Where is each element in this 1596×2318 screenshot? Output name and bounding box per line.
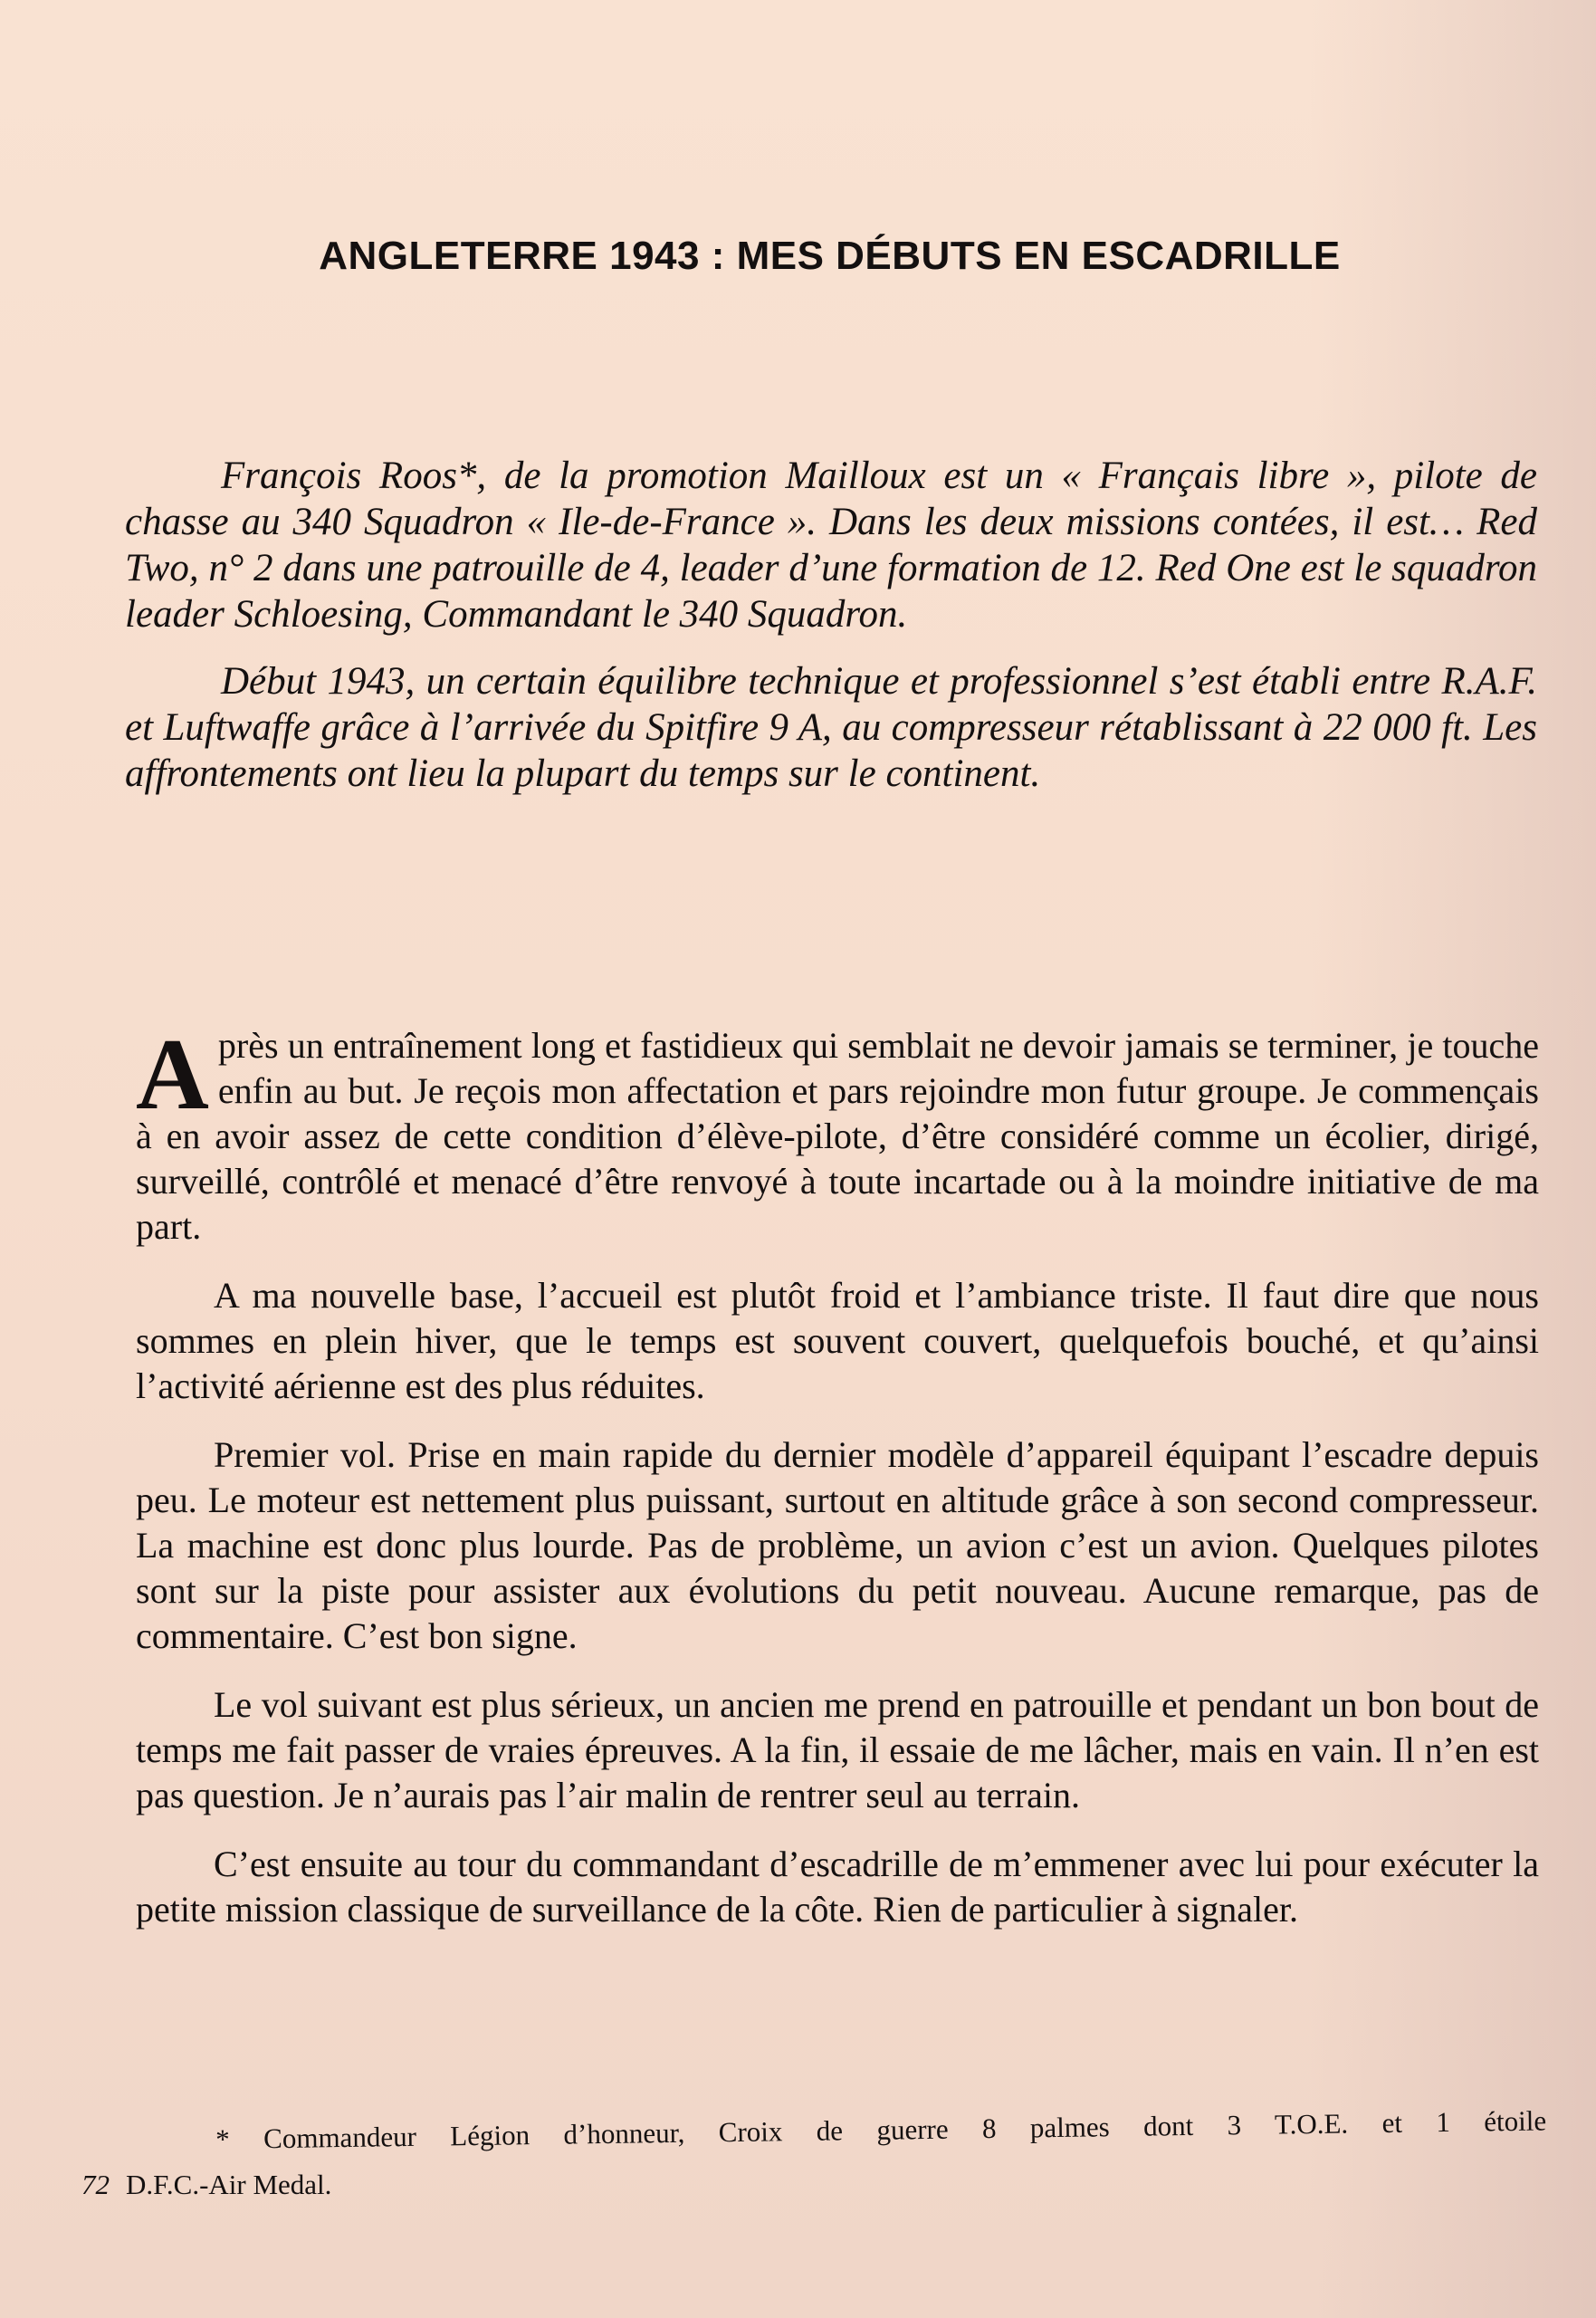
body-paragraph: C’est ensuite au tour du commandant d’escadrille de m’emmener avec lui pour exécuter la petite mission classique de surveillance de la côte. Rien de particulier à signaler. [136,1844,1539,1930]
body-paragraph-text: près un entraînement long et fastidieux qui semblait ne devoir jamais se terminer, je touche enfin au but. Je reçois mon affectation et pars rejoindre mon futur groupe. Je commençais à en avoir assez de cette condition d’élève-pilote, d’être considéré comme un écolier, dirigé, surveillé, contrôlé et menacé d’être renvoyé à toute incartade ou à la moindre initiative de ma part. [136,1025,1539,1247]
chapter-body [136,1019,1539,1956]
page-number: 72 [81,2169,110,2200]
intro-paragraph: François Roos*, de la promotion Mailloux est un « Français libre », pilote de chasse au 340 Squadron « Ile-de-France ». Dans les deux missions contées, il est… Red Two, n° 2 dans une patrouille de 4, leader d’une formation de 12. Red One est le squadron leader Schloesing, Commandant le 340 Squadron. [125,455,1537,636]
chapter-title: ANGLETERRE 1943 : MES DÉBUTS EN ESCADRILLE [319,234,1341,278]
body-paragraph: A ma nouvelle base, l’accueil est plutôt froid et l’ambiance triste. Il faut dire que nous sommes en plein hiver, que le temps est souvent couvert, quelquefois bouché, et qu’ainsi l’activité aérienne est des plus réduites. [136,1275,1539,1406]
footnote-continuation: D.F.C.-Air Medal. [126,2169,332,2200]
body-paragraph: Premier vol. Prise en main rapide du dernier modèle d’appareil équipant l’escadre depuis peu. Le moteur est nettement plus puissant, surtout en altitude grâce à son second compresseur. La machine est donc plus lourde. Pas de problème, un avion c’est un avion. Quelques pilotes sont sur la piste pour assister aux évolutions du petit nouveau. Aucune remarque, pas de commentaire. C’est bon signe. [136,1434,1539,1656]
footnote: * Commandeur Légion d’honneur, Croix de guerre 8 palmes dont 3 T.O.E. et 1 étoile [215,2104,1547,2155]
drop-cap: A [136,1019,209,1131]
chapter-intro [125,453,1537,818]
intro-paragraph: Début 1943, un certain équilibre technique et professionnel s’est établi entre R.A.F. et Luftwaffe grâce à l’arrivée du Spitfire 9 A, au compresseur rétablissant à 22 000 ft. Les affrontements ont lieu la plupart du temps sur le continent. [125,660,1537,795]
body-paragraph: Le vol suivant est plus sérieux, un ancien me prend en patrouille et pendant un bon bout de temps me fait passer de vraies épreuves. A la fin, il essaie de me lâcher, mais en vain. Il n’en est pas question. Je n’aurais pas l’air malin de rentrer seul au terrain. [136,1684,1539,1815]
body-paragraph-first [136,1019,1539,1250]
page-footer [81,2169,331,2201]
